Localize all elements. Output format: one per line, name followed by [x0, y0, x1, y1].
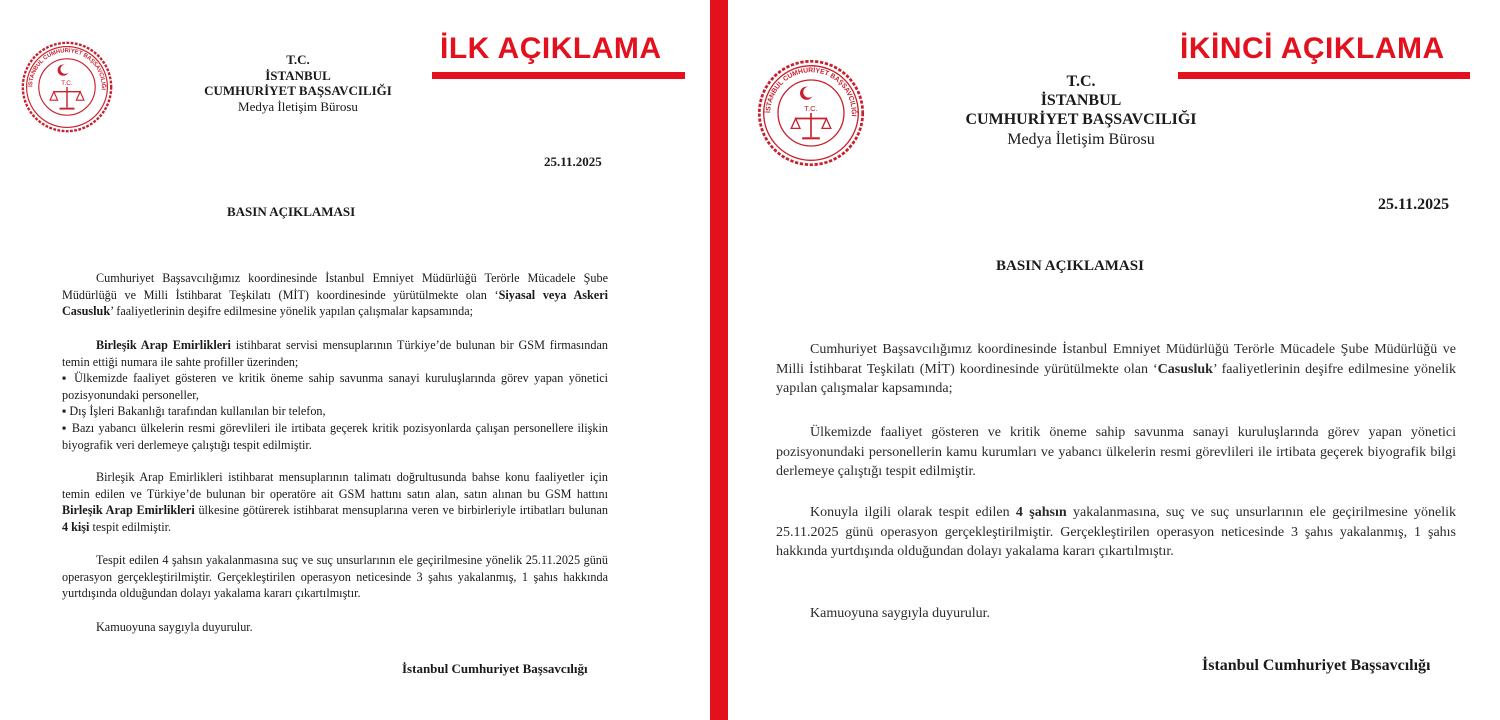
letterhead-tc: T.C.: [1066, 73, 1096, 90]
bold-text: 4 şahsın: [1015, 505, 1067, 520]
letterhead-office: CUMHURİYET BAŞSAVCILIĞI: [204, 83, 392, 99]
closing-line: Kamuoyuna saygıyla duyurulur.: [96, 620, 253, 634]
bullet-3: ▪ Bazı yabancı ülkelerin resmi görevlileri ile irtibata geçerek kritik pozisyonlarda çalışan personellere ilişkin biyografik veri derlemeye çalıştığı tespit edilmiştir.: [62, 421, 608, 452]
bold-text: Birleşik Arap Emirlikleri: [96, 338, 231, 352]
seal-inner-text: T.C.: [804, 103, 818, 113]
paragraph-2: [62, 337, 608, 370]
second-heading-underline: [1178, 72, 1470, 79]
first-statement-panel: [0, 0, 710, 720]
text: Cumhuriyet Başsavcılığımız koordinesinde İstanbul Emniyet Müdürlüğü Terörle Mücadele Şube Müdürlüğü ve Milli İstihbarat Teşkilatı (MİT) koordinesinde yürütülmekte olan ‘: [776, 342, 1456, 377]
letterhead-city: İSTANBUL: [265, 67, 331, 83]
text: Konuyla ilgili olarak tespit edilen: [810, 505, 1016, 520]
paragraph-4: Tespit edilen 4 şahsın yakalanmasına suç ve suç unsurlarının ele geçirilmesine yönelik 25.11.2025 günü operasyon gerçekleştirilmiştir. Gerçekleştirilen operasyon neticesinde 3 şahıs yakalanmış, 1 şahıs hakkında yurtdışında olduğundan dolayı yakalama kararı çıkartılmıştır.: [62, 553, 608, 601]
seal-ring-text: İSTANBUL CUMHURİYET BAŞSAVCILIĞI: [28, 48, 106, 91]
bullet-2: ▪ Dış İşleri Bakanlığı tarafından kullanılan bir telefon,: [62, 404, 326, 418]
text: ’ faaliyetlerinin deşifre edilmesine yönelik yapılan çalışmalar kapsamında;: [776, 361, 1456, 396]
press-release-title: BASIN AÇIKLAMASI: [996, 258, 1144, 274]
second-statement-panel: [728, 0, 1500, 720]
red-divider: [710, 0, 728, 720]
prosecutor-seal-icon: [756, 58, 866, 168]
closing-line: Kamuoyuna saygıyla duyurulur.: [810, 606, 991, 621]
paragraph-3: [776, 503, 1456, 562]
prosecutor-seal-icon: [20, 40, 114, 134]
paragraph-3: [62, 469, 608, 535]
letterhead-tc: T.C.: [286, 52, 310, 67]
text: ülkesine götürerek istihbarat mensuplarına veren ve birbirleriyle irtibatları bulunan: [194, 503, 608, 518]
paragraph-2: Ülkemizde faaliyet gösteren ve kritik öneme sahip savunma sanayi kuruluşlarında görev yapan yönetici pozisyonundaki personellerin kamu kurumları ve yabancı ülkelerin resmi görevlileri ile irtibata geçerek biyografik bilgi derlemeye çalıştığı tespit edilmiştir.: [776, 425, 1456, 479]
paragraph-1: [776, 340, 1456, 399]
letterhead-office: CUMHURİYET BAŞSAVCILIĞI: [965, 111, 1197, 129]
first-heading-underline: [432, 72, 685, 79]
text: ’ faaliyetlerinin deşifre edilmesine yönelik yapılan çalışmalar kapsamında;: [110, 304, 474, 319]
letterhead: [946, 72, 1216, 149]
seal-inner-text: T.C.: [61, 80, 73, 88]
text: yakalanmasına, suç ve suç unsurlarının ele geçirilmesine yönelik 25.11.2025 günü operasyon gerçekleştirilmiştir. Gerçekleştirilen operasyon neticesinde 3 şahıs yakalanmış, 1 şahıs hakkında yurtdışında olduğundan dolayı yakalama kararı çıkartılmıştır.: [776, 505, 1457, 559]
bullet-1: ▪ Ülkemizde faaliyet gösteren ve kritik öneme sahip savunma sanayi kuruluşlarında görev yapan yönetici pozisyonundaki personeller,: [62, 371, 608, 402]
second-statement-heading: İKİNCİ AÇIKLAMA: [1180, 32, 1445, 65]
first-statement-heading: İLK AÇIKLAMA: [440, 32, 662, 65]
text: Cumhuriyet Başsavcılığımız koordinesinde İstanbul Emniyet Müdürlüğü Terörle Mücadele Şube Müdürlüğü ve Milli İstihbarat Teşkilatı (MİT) koordinesinde yürütülmekte olan ‘: [62, 271, 608, 302]
text: Birleşik Arap Emirlikleri istihbarat mensuplarının talimatı doğrultusunda bahse konu faaliyetler için temin edilen ve Türkiye’de bulunan bir operatöre ait GSM hattını satın alan, satın alınan bu GSM hattını: [62, 470, 608, 501]
letterhead: [188, 52, 408, 114]
text: tespit edilmiştir.: [89, 519, 172, 534]
statement-date: 25.11.2025: [1378, 196, 1450, 213]
press-release-title: BASIN AÇIKLAMASI: [227, 204, 356, 219]
signature: İstanbul Cumhuriyet Başsavcılığı: [1202, 657, 1431, 674]
signature: İstanbul Cumhuriyet Başsavcılığı: [402, 661, 588, 676]
letterhead-city: İSTANBUL: [1040, 92, 1122, 110]
letterhead-bureau: Medya İletişim Bürosu: [1007, 130, 1155, 148]
bold-text: Casusluk: [1157, 361, 1213, 377]
letterhead-bureau: Medya İletişim Bürosu: [238, 98, 358, 114]
statement-date: 25.11.2025: [544, 154, 602, 169]
text: istihbarat servisi mensuplarının Türkiye’de bulunan bir GSM firmasından temin ettiği numara ile sahte profiller üzerinden;: [62, 338, 608, 369]
paragraph-1: [62, 270, 608, 320]
bold-text: Siyasal veya Askeri Casusluk: [62, 287, 609, 319]
bold-text: Birleşik Arap Emirlikleri: [62, 503, 195, 518]
seal-ring-text: İSTANBUL CUMHURİYET BAŞSAVCILIĞI: [765, 67, 857, 117]
bold-text: 4 kişi: [62, 519, 90, 534]
